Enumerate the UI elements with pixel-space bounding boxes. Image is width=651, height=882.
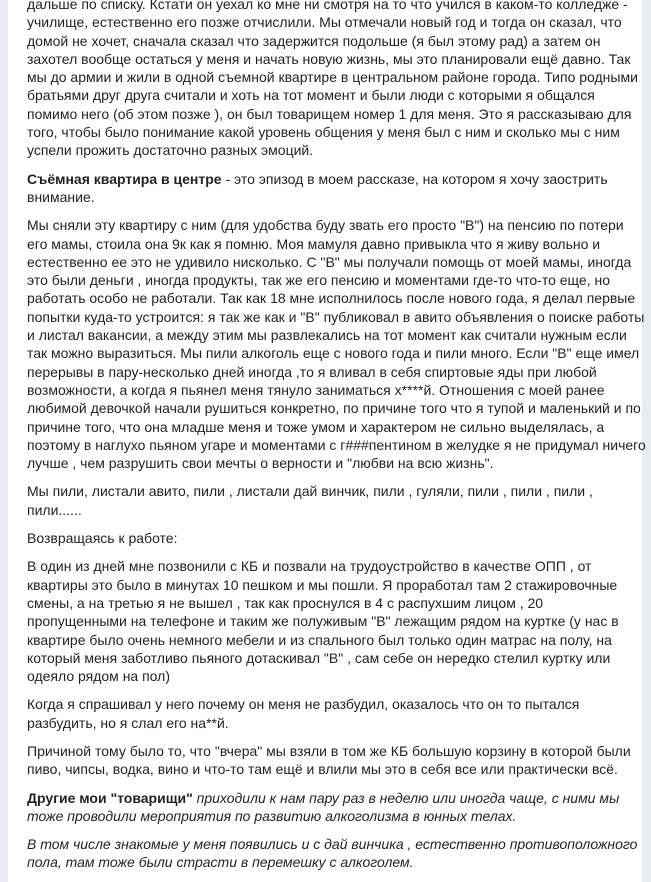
- text-line: и листал вакансии, а между этим мы развлекались на тот момент как считали нужным если: [27, 327, 627, 344]
- text-line: внимание.: [27, 188, 95, 205]
- text-line: В том числе знакомые у меня появились и с дай винчика , естественно противоположного: [27, 836, 638, 853]
- post-card: [8, 0, 646, 882]
- text-line: братьями друг друга считали и хоть на тот момент и были люди с которыми я общался: [27, 87, 595, 104]
- text-line: пили......: [27, 501, 82, 518]
- text-line: его мамы, стоила она 9к как я помню. Моя мамуля давно привыкла что я живу вольно и: [27, 235, 601, 252]
- text-line: Возвращаясь к работе:: [27, 530, 178, 547]
- text-line: успели прожить достаточно разных эмоций.: [27, 142, 314, 159]
- bold-heading: Съёмная квартира в центре: [27, 170, 222, 187]
- text-line: помимо него (об этом позже ), он был товарищем номер 1 для меня. Это я рассказываю для: [27, 105, 632, 122]
- italic-text: приходили к нам пару раз в неделю или иногда чаще, с ними мы: [192, 789, 620, 806]
- text-line: это были деньги , иногда продукты, так же его пенсию и моментами где-то что-то еще, но: [27, 272, 611, 289]
- paragraph: [27, 529, 637, 547]
- italic-text-line: тоже проводили мероприятия по развитию алкоголизма в юнных телах.: [27, 807, 517, 824]
- text-line: Когда я спрашивал у него почему он меня не разбудил, оказалось что он то пытался: [27, 696, 580, 713]
- text-line: попытки куда-то устроится: я так же как и "В" публиковал в авито объявления о поиске работы: [27, 308, 645, 325]
- text-line: смены, а на третью я не вышел , так как проснулся в 4 с распухшим лицом , 20: [27, 594, 544, 611]
- text-line: того, чтобы было понимание какой уровень общения у меня был с ним и сколько мы с ним: [27, 124, 620, 141]
- text-line: который меня заботливо пьяного дотаскивал "В" , сам себе он нередко стелил куртку или: [27, 649, 611, 666]
- post-body: [27, 0, 646, 882]
- text-line: Мы сняли эту квартиру с ним (для удобства буду звать его просто "В") на пенсию по потери: [27, 217, 624, 234]
- text-line: В один из дней мне позвонили с КБ и позвали на трудоустройство в качестве ОПП , от: [27, 558, 592, 575]
- text-line: Мы пили, листали авито, пили , листали дай винчик, пили , гуляли, пили , пили , пили ,: [27, 483, 593, 500]
- paragraph-rented-apartment: [27, 170, 637, 207]
- text-line: перерывы в пару-несколько дней иногда ,то я вливал в себя спиртовые яды при любой: [27, 363, 597, 380]
- paragraph-other-friends: [27, 789, 637, 826]
- text: - это эпизод в моем рассказе, на котором я хочу заострить: [221, 170, 608, 187]
- paragraph-italic: [27, 835, 637, 872]
- paragraph: [27, 0, 637, 160]
- paragraph: [27, 695, 637, 732]
- text-line: работать особо не работали. Так как 18 мне исполнилось после нового года, я делал первые: [27, 290, 636, 307]
- text-line: так можно выразиться. Мы пили алкоголь еще с нового года и пили много. Если "В" еще имел: [27, 345, 640, 362]
- text-line: домой не хочет, сначала сказал что задержится подольше (я был этому рад) а затем он: [27, 32, 601, 49]
- text-line: Причиной тому было то, что "вчера" мы взяли в том же КБ большую корзину в которой были: [27, 742, 631, 759]
- bold-heading: Другие мои "товарищи": [27, 789, 193, 806]
- text-line: лучше , чем разрушить свои мечты о верности и "любви на всю жизнь".: [27, 455, 494, 472]
- text-line: причине того, что она младше меня и тоже умом и характером не сильно выделялась, а: [27, 418, 605, 435]
- text-line: училище, естественно его позже отчислили. Мы отмечали новый год и тогда он сказал, что: [27, 14, 622, 31]
- text-line: естественно ее это не удивило нисколько. С "В" мы получали помощь от моей мамы, иногда: [27, 253, 632, 270]
- text-line: пиво, чипсы, водка, вино и что-то там ещё и влили мы это в себя все или практически всё.: [27, 761, 618, 778]
- text-line: пропущенными на телефоне и таким же полуживым "В" лежащим рядом на куртке (у нас в: [27, 613, 619, 630]
- text-line: квартире было очень немного мебели и из спального был только один матрас на полу, на: [27, 631, 612, 648]
- text-line: разбудить, но я слал его на**й.: [27, 714, 229, 731]
- text-line: мы до армии и жили в одной съемной квартире в центральном районе города. Типо родными: [27, 69, 638, 86]
- text-line: возможности, а когда я пьянел меня тянуло заниматься х****й. Отношения с моей ранее: [27, 381, 605, 398]
- text-line: захотел вообще остаться у меня и начать новую жизнь, мы это планировали ещё давно. Так: [27, 50, 631, 67]
- paragraph: [27, 482, 637, 519]
- text-line: одеяло рядом на пол): [27, 668, 170, 685]
- text-line: любимой девочкой начали рушиться конкретно, по причине того что я тупой и маленький и по: [27, 400, 641, 417]
- paragraph: [27, 216, 646, 472]
- text-line: квартиры это было в минутах 10 пешком и мы пошли. Я проработал там 2 стажировочные: [27, 576, 618, 593]
- paragraph: [27, 742, 637, 779]
- text-line: дальше по списку. Кстати он уехал ко мне ни смотря на то что учился в каком-то колледже -: [27, 0, 628, 12]
- paragraph: [27, 557, 637, 685]
- text-line: поэтому в наглухо пьяном угаре и моментами с г###пентином в желудке я не придумал ничего: [27, 436, 646, 453]
- text-line: пола, там тоже были страсти в перемешку с алкоголем.: [27, 854, 414, 871]
